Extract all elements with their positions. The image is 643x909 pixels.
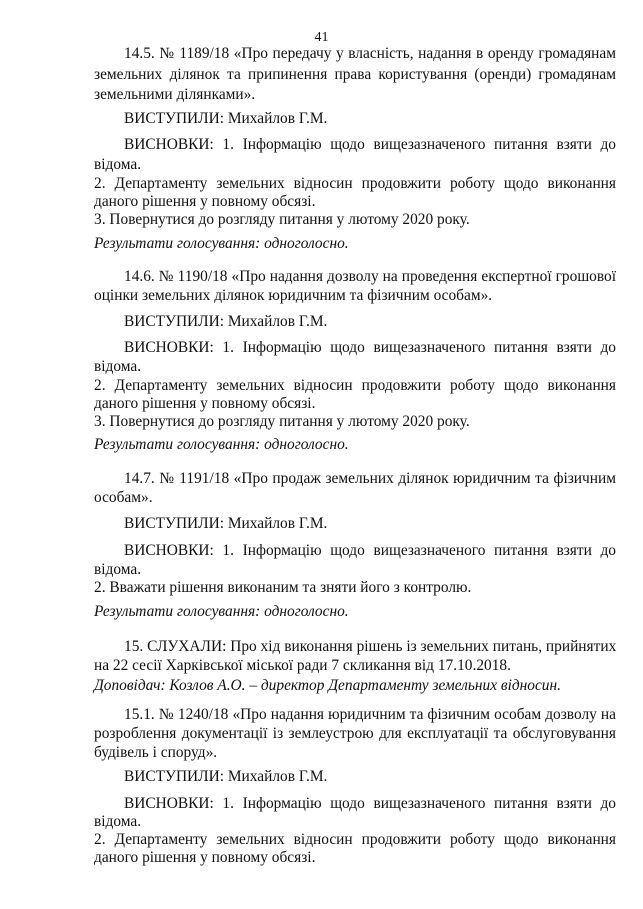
item-14-6-conclusions-line-5: 3. Повернутися до розгляду питання у лютому 2020 року. — [94, 413, 470, 430]
item-14-6-conclusions-line-2: відома. — [94, 358, 142, 375]
item-14-5-title-line-1: 14.5. № 1189/18 «Про передачу у власність, надання в оренду громадянам — [124, 45, 616, 62]
item-15-1-conclusions-line-2: відома. — [94, 813, 142, 830]
item-15-1-speakers: ВИСТУПИЛИ: Михайлов Г.М. — [124, 768, 328, 785]
item-14-7-conclusions-line-2: відома. — [94, 561, 142, 578]
item-14-5-speakers: ВИСТУПИЛИ: Михайлов Г.М. — [124, 110, 328, 127]
item-14-5-conclusions-line-2: відома. — [94, 156, 142, 173]
item-15-heard-line-1: 15. СЛУХАЛИ: Про хід виконання рішень із земельних питань, прийнятих — [124, 638, 617, 655]
item-14-7-title-line-2: особам». — [94, 489, 153, 506]
item-14-5-title-line-2: земельних ділянок та припинення права користування (оренди) громадянам — [94, 66, 616, 83]
item-14-6-conclusions-line-1: ВИСНОВКИ: 1. Інформацію щодо вищезазначеного питання взяти до — [124, 339, 616, 356]
item-15-heard-line-2: на 22 сесії Харківської міської ради 7 скликання від 17.10.2018. — [94, 657, 511, 674]
item-14-6-conclusions-line-4: даного рішення у повному обсязі. — [94, 395, 316, 412]
item-15-reporter: Доповідач: Козлов А.О. – директор Департаменту земельних відносин. — [94, 677, 561, 694]
item-14-6-conclusions-line-3: 2. Департаменту земельних відносин продовжити роботу щодо виконання — [94, 377, 616, 394]
item-14-6-speakers: ВИСТУПИЛИ: Михайлов Г.М. — [124, 313, 328, 330]
item-14-7-speakers: ВИСТУПИЛИ: Михайлов Г.М. — [124, 515, 328, 532]
item-14-6-vote-result: Результати голосування: одноголосно. — [94, 436, 349, 453]
item-15-1-title-line-2: розроблення документації із землеустрою для експлуатації та обслуговування — [94, 725, 616, 742]
item-15-1-conclusions-line-4: даного рішення у повному обсязі. — [94, 849, 316, 866]
item-15-1-conclusions-line-3: 2. Департаменту земельних відносин продовжити роботу щодо виконання — [94, 831, 616, 848]
item-15-1-title-line-3: будівель і споруд». — [94, 744, 218, 761]
item-14-7-title-line-1: 14.7. № 1191/18 «Про продаж земельних ділянок юридичним та фізичним — [124, 470, 616, 487]
item-14-6-title-line-2: оцінки земельних ділянок юридичним та фізичним особам». — [94, 287, 493, 304]
item-14-5-vote-result: Результати голосування: одноголосно. — [94, 235, 349, 252]
item-14-7-conclusions-line-3: 2. Вважати рішення виконаним та зняти його з контролю. — [94, 579, 472, 596]
page-number: 41 — [314, 30, 329, 45]
item-14-6-title-line-1: 14.6. № 1190/18 «Про надання дозволу на проведення експертної грошової — [124, 268, 616, 285]
item-14-5-title-line-3: земельними ділянками». — [94, 86, 256, 103]
item-14-5-conclusions-line-3: 2. Департаменту земельних відносин продовжити роботу щодо виконання — [94, 175, 616, 192]
item-15-1-title-line-1: 15.1. № 1240/18 «Про надання юридичним та фізичним особам дозволу на — [124, 706, 616, 723]
item-14-7-vote-result: Результати голосування: одноголосно. — [94, 603, 349, 620]
item-14-7-conclusions-line-1: ВИСНОВКИ: 1. Інформацію щодо вищезазначеного питання взяти до — [124, 542, 616, 559]
item-14-5-conclusions-line-4: даного рішення у повному обсязі. — [94, 193, 316, 210]
item-15-1-conclusions-line-1: ВИСНОВКИ: 1. Інформацію щодо вищезазначеного питання взяти до — [124, 795, 616, 812]
item-14-5-conclusions-line-1: ВИСНОВКИ: 1. Інформацію щодо вищезазначеного питання взяти до — [124, 136, 616, 153]
item-14-5-conclusions-line-5: 3. Повернутися до розгляду питання у лютому 2020 року. — [94, 211, 470, 228]
